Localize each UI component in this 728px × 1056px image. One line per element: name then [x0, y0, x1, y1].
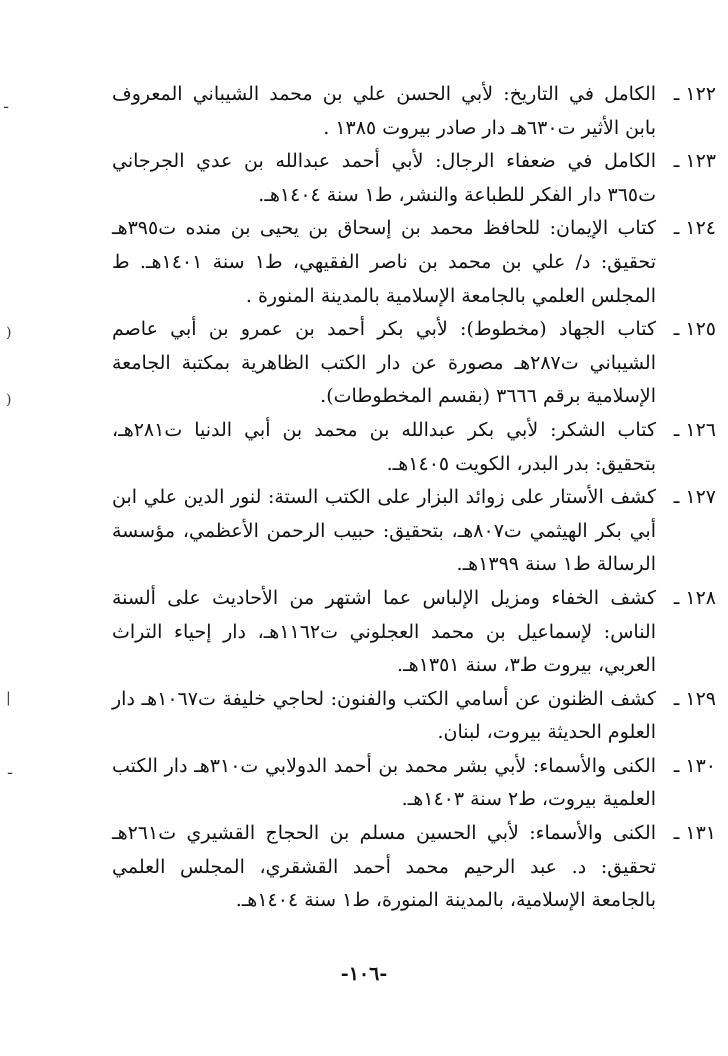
entry-number: ١٢٢ ـ [673, 83, 716, 105]
margin-mark: ـ [4, 96, 9, 112]
bibliography-entry [112, 683, 716, 750]
margin-mark: ـ [8, 762, 13, 778]
entry-number: ١٢٦ ـ [673, 418, 716, 441]
margin-mark: ) [6, 392, 12, 408]
bibliography-entry [112, 817, 716, 918]
entry-number: ١٣١ ـ [673, 822, 716, 845]
bibliography-entry [112, 313, 716, 414]
entry-number: ١٢٤ ـ [673, 217, 716, 240]
margin-mark: | [6, 690, 11, 706]
entry-number: ١٢٧ ـ [673, 486, 716, 509]
entry-text: كشف الظنون عن أسامي الكتب والفنون: لحاجي خليفة ت١٠٦٧هـ دار العلوم الحديثة بيروت، لبنان. [112, 687, 656, 744]
page-number: -١٠٦- [340, 963, 388, 985]
entry-number: ١٢٥ ـ [673, 318, 716, 341]
entry-text: كتاب الشكر: لأبي بكر عبدالله بن محمد بن أبي الدنيا ت٢٨١هـ، بتحقيق: بدر البدر، الكويت ١٤٠٥هـ. [112, 418, 656, 475]
entry-number: ١٢٣ ـ [673, 150, 716, 173]
entry-text: كتاب الجهاد (مخطوط): لأبي بكر أحمد بن عمرو بن أبي عاصم الشيباني ت٢٨٧هـ مصورة عن دار الكتب الظاهرية بمكتبة الجامعة الإسلامية برقم ٣٦٦٦ (بقسم المخطوطات). [112, 318, 657, 408]
entry-number: ١٢٩ ـ [673, 687, 716, 710]
entry-number: ١٢٨ ـ [673, 586, 716, 609]
entry-text: الكامل في ضعفاء الرجال: لأبي أحمد عبدالله بن عدي الجرجاني ت٣٦٥ دار الفكر للطباعة والنشر، ط١ سنة ١٤٠٤هـ. [112, 150, 656, 206]
margin-mark: ) [6, 325, 12, 341]
entry-text: الكنى والأسماء: لأبي الحسين مسلم بن الحجاج القشيري ت٢٦١هـ تحقيق: د. عبد الرحيم محمد أحمد القشقري، المجلس العلمي بالجامعة الإسلامية، بالمدينة المنورة، ط١ سنة ١٤٠٤هـ. [112, 822, 656, 912]
entry-number: ١٣٠ ـ [673, 754, 716, 777]
bibliography-entry [112, 481, 716, 582]
entry-text: كشف الأستار على زوائد البزار على الكتب الستة: لنور الدين علي ابن أبي بكر الهيثمي ت٨٠٧هـ، بتحقيق: حبيب الرحمن الأعظمي، مؤسسة الرسالة ط١ سنة ١٣٩٩هـ. [112, 486, 656, 576]
bibliography-entry [112, 582, 716, 683]
entry-text: كشف الخفاء ومزيل الإلباس عما اشتهر من الأحاديث على ألسنة الناس: لإسماعيل بن محمد العجلوني ت١١٦٢هـ، دار إحياء التراث العربي، بيروت ط٣، سنة ١٣٥١هـ. [112, 586, 656, 677]
bibliography-entry [112, 78, 716, 145]
bibliography-entry [112, 414, 716, 481]
entry-text: كتاب الإيمان: للحافظ محمد بن إسحاق بن يحيى بن منده ت٣٩٥هـ تحقيق: د/ علي بن محمد بن ناصر الفقيهي، ط١ سنة ١٤٠١هـ. ط المجلس العلمي بالجامعة الإسلامية بالمدينة المنورة . [112, 217, 656, 307]
entry-text: الكامل في التاريخ: لأبي الحسن علي بن محمد الشيباني المعروف بابن الأثير ت٦٣٠هـ دار صادر بيروت ١٣٨٥ . [112, 83, 656, 139]
bibliography-entry [112, 212, 716, 313]
bibliography-entry [112, 145, 716, 212]
bibliography-list [112, 78, 716, 918]
entry-text: الكنى والأسماء: لأبي بشر محمد بن أحمد الدولابي ت٣١٠هـ دار الكتب العلمية بيروت، ط٢ سنة ١٤٠٣هـ. [112, 754, 656, 811]
bibliography-entry [112, 750, 716, 817]
